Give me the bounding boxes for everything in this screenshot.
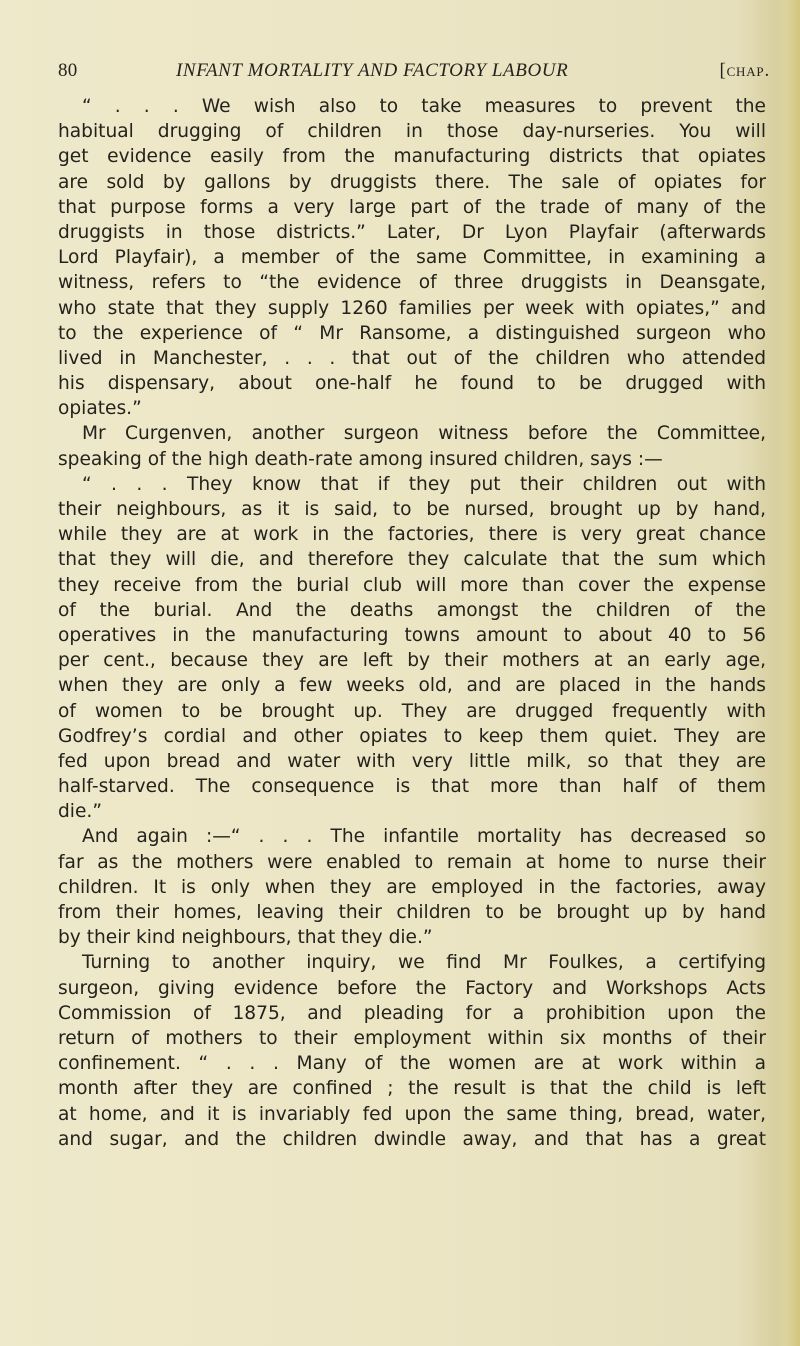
text-line: are sold by gallons by druggists there. The sale of opiates for xyxy=(58,171,766,193)
running-title: INFANT MORTALITY AND FACTORY LABOUR xyxy=(176,60,569,81)
text-line: half-starved. The consequence is that more than half of them xyxy=(58,776,766,798)
text-line: month after they are confined ; the result is that the child is left xyxy=(58,1078,766,1100)
text-line: far as the mothers were enabled to remain at home to nurse their xyxy=(58,851,766,873)
text-line: and sugar, and the children dwindle away, and that has a great xyxy=(58,1128,766,1150)
text-line: who state that they supply 1260 families per week with opiates,” and xyxy=(58,297,766,319)
text-line: witness, refers to “the evidence of three druggists in Deansgate, xyxy=(58,272,766,294)
text-line: lived in Manchester, . . . that out of the children who attended xyxy=(58,347,766,369)
text-line: “ . . . We wish also to take measures to prevent the xyxy=(82,96,766,117)
text-line: operatives in the manufacturing towns amount to about 40 to 56 xyxy=(58,624,766,646)
text-line: Commission of 1875, and pleading for a prohibition upon the xyxy=(58,1002,766,1024)
text-line: his dispensary, about one-half he found to be drugged with xyxy=(58,373,766,395)
text-line: die.” xyxy=(58,801,102,823)
text-line: their neighbours, as it is said, to be nursed, brought up by hand, xyxy=(58,499,766,520)
page-number: 80 xyxy=(58,60,78,81)
text-line: fed upon bread and water with very little milk, so that they are xyxy=(58,750,766,772)
text-line: at home, and it is invariably fed upon the same thing, bread, water, xyxy=(58,1103,766,1125)
text-line: druggists in those districts.” Later, Dr Lyon Playfair (afterwards xyxy=(58,221,766,243)
text-line: from their homes, leaving their children to be brought up by hand xyxy=(58,902,766,923)
text-line: return of mothers to their employment within six months of their xyxy=(58,1027,766,1049)
text-line: Mr Curgenven, another surgeon witness before the Committee, xyxy=(82,423,766,445)
text-line: Turning to another inquiry, we find Mr Foulkes, a certifying xyxy=(82,952,766,974)
text-line: Godfrey’s cordial and other opiates to keep them quiet. They are xyxy=(58,725,766,747)
page-edge-shadow xyxy=(786,0,800,1346)
body-text xyxy=(58,94,766,1152)
text-line: of women to be brought up. They are drugged frequently with xyxy=(58,700,766,722)
text-line: when they are only a few weeks old, and are placed in the hands xyxy=(58,675,766,697)
text-line: by their kind neighbours, that they die.” xyxy=(58,927,433,949)
text-line: “ . . . They know that if they put their children out with xyxy=(82,473,766,495)
text-line: per cent., because they are left by their mothers at an early age, xyxy=(58,650,766,672)
text-line: get evidence easily from the manufacturing districts that opiates xyxy=(58,146,766,168)
text-line: of the burial. And the deaths amongst the children of the xyxy=(58,599,766,621)
chapter-marker: [chap. xyxy=(719,60,770,81)
text-line: while they are at work in the factories, there is very great chance xyxy=(58,524,766,546)
text-line: surgeon, giving evidence before the Factory and Workshops Acts xyxy=(58,977,766,999)
text-line: they receive from the burial club will more than cover the expense xyxy=(58,574,766,596)
text-line: habitual drugging of children in those day-nurseries. You will xyxy=(58,121,766,143)
text-line: opiates.” xyxy=(58,398,142,420)
text-line: to the experience of “ Mr Ransome, a distinguished surgeon who xyxy=(58,322,766,344)
running-head xyxy=(58,60,770,84)
text-line: children. It is only when they are employed in the factories, away xyxy=(58,876,766,898)
text-line: that purpose forms a very large part of the trade of many of the xyxy=(58,196,766,218)
text-line: Lord Playfair), a member of the same Committee, in examining a xyxy=(58,247,766,269)
text-line: confinement. “ . . . Many of the women are at work within a xyxy=(58,1053,766,1075)
text-line: that they will die, and therefore they calculate that the sum which xyxy=(58,549,766,571)
text-line: And again :—“ . . . The infantile mortality has decreased so xyxy=(82,826,766,848)
text-line: speaking of the high death-rate among insured children, says :— xyxy=(58,448,663,470)
